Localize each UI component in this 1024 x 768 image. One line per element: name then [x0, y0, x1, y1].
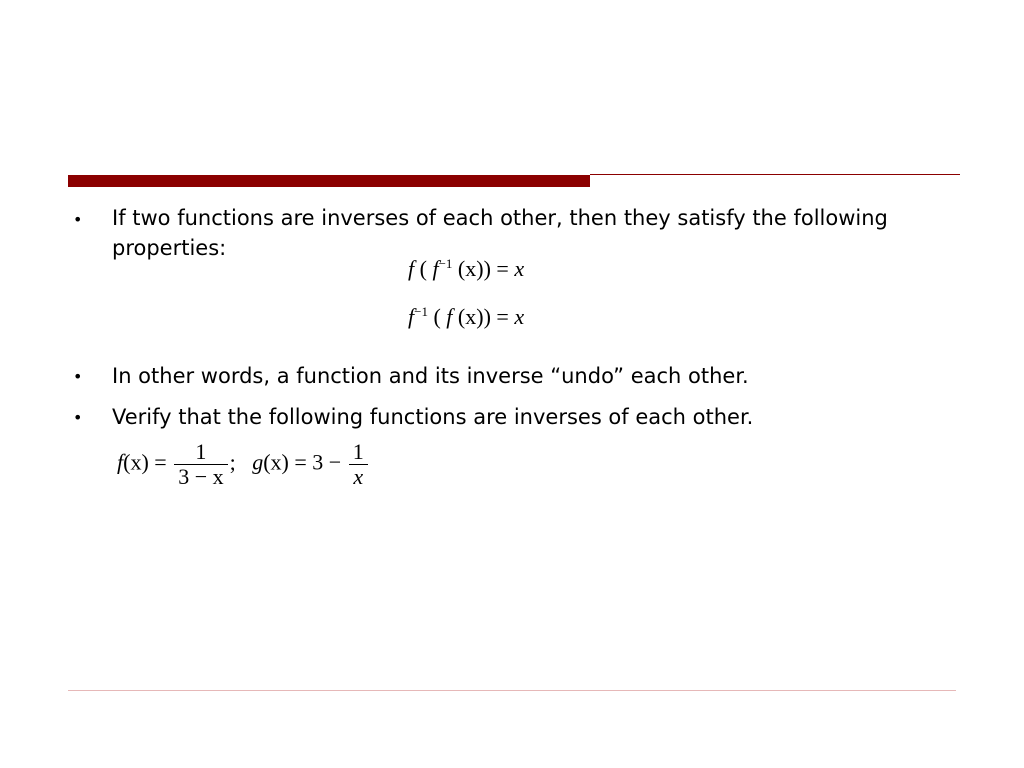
function-symbol: f — [408, 256, 415, 281]
bullet-text-verify: Verify that the following functions are inverses of each other. — [112, 405, 754, 429]
bullet-marker: • — [73, 367, 83, 386]
function-symbol: f — [408, 304, 415, 329]
fraction-f — [174, 440, 227, 489]
inverse-exponent: −1 — [414, 304, 428, 319]
paren: ( — [419, 256, 427, 281]
fraction-g — [349, 440, 368, 489]
bullet-marker: • — [73, 210, 83, 229]
bullet-marker: • — [73, 408, 83, 427]
equation-rhs: x — [514, 256, 525, 281]
verify-equations — [117, 440, 370, 489]
title-accent-line — [590, 174, 960, 175]
title-accent-bar — [68, 175, 590, 187]
equation-argument: (x) = — [123, 449, 167, 475]
equation-argument: (x)) = — [457, 304, 515, 329]
property-equation-2 — [408, 299, 524, 330]
fraction-denominator: 3 − x — [174, 464, 227, 489]
paren: ( — [433, 304, 441, 329]
function-symbol: f — [117, 449, 124, 475]
separator: ; — [229, 449, 236, 475]
function-symbol: g — [252, 449, 264, 475]
equation-argument: (x) = 3 − — [263, 449, 342, 475]
fraction-numerator: 1 — [195, 439, 207, 464]
property-equation-1 — [408, 251, 524, 282]
bullet-text-undo: In other words, a function and its inverse “undo” each other. — [112, 364, 749, 388]
bullet-text-properties: If two functions are inverses of each other, then they satisfy the following properties: — [112, 206, 888, 260]
function-symbol: f — [432, 256, 439, 281]
fraction-denominator: x — [349, 464, 368, 489]
footer-divider — [68, 690, 956, 691]
equation-argument: (x)) = — [457, 256, 515, 281]
function-symbol: f — [446, 304, 453, 329]
fraction-numerator: 1 — [352, 439, 364, 464]
equation-rhs: x — [514, 304, 525, 329]
inverse-exponent: −1 — [438, 256, 453, 271]
